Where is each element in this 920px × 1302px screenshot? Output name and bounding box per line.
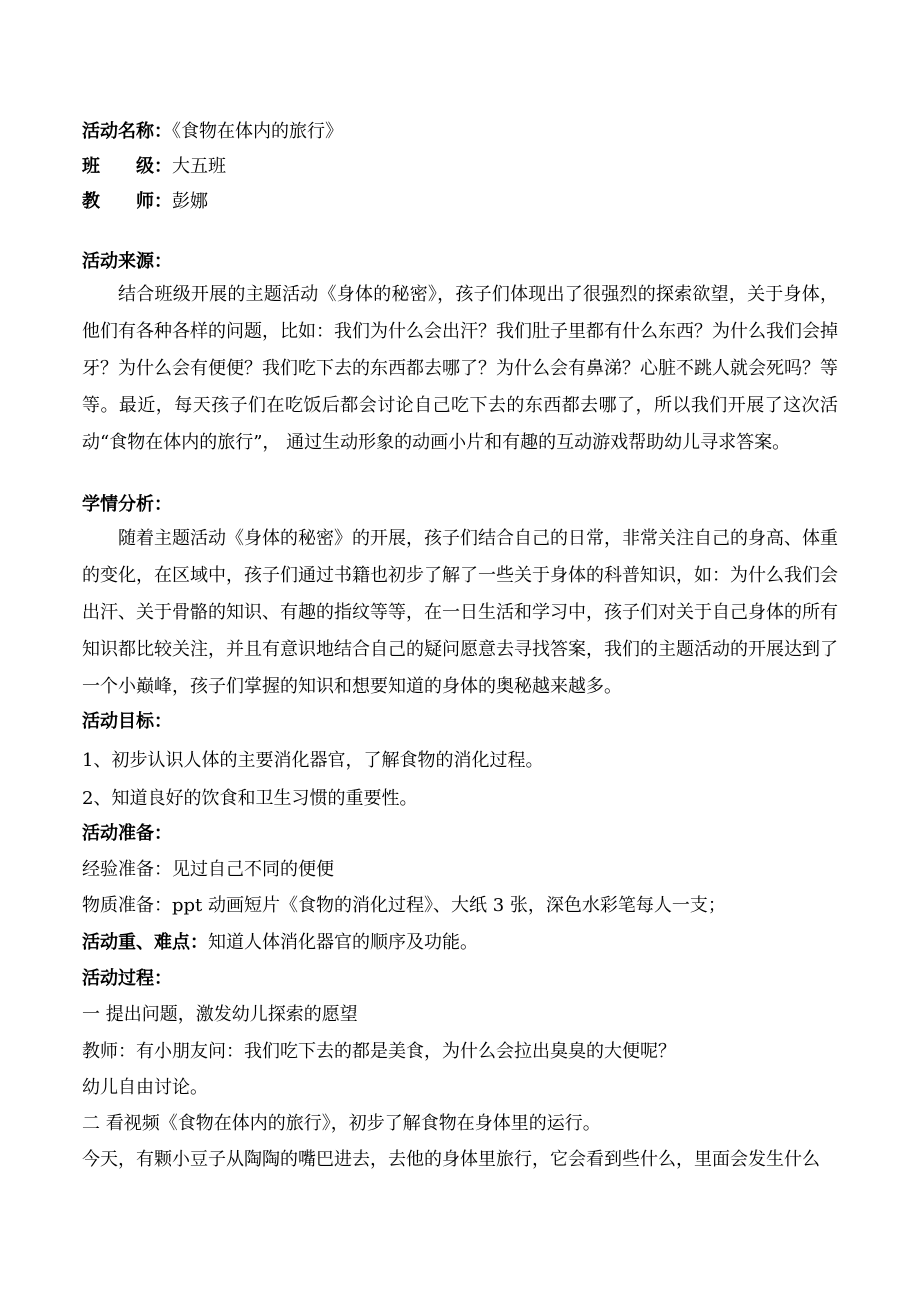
class-label-b: 级： xyxy=(136,156,172,177)
process-line-1: 一 提出问题，激发幼儿探索的愿望 xyxy=(82,1004,358,1025)
process-heading: 活动过程： xyxy=(82,968,172,989)
goal-item-1: 1、初步认识人体的主要消化器官，了解食物的消化过程。 xyxy=(82,750,544,771)
class-value: 大五班 xyxy=(172,156,226,177)
preparation-experience: 经验准备：见过自己不同的便便 xyxy=(82,859,334,880)
activity-name-value: 《食物在体内的旅行》 xyxy=(172,121,343,142)
process-line-3: 幼儿自由讨论。 xyxy=(82,1077,208,1098)
teacher-value: 彭娜 xyxy=(172,191,208,212)
key-points-label: 活动重、难点： xyxy=(82,932,208,953)
process-line-4: 二 看视频《食物在体内的旅行》，初步了解食物在身体里的运行。 xyxy=(82,1113,601,1134)
source-heading: 活动来源： xyxy=(82,251,172,272)
process-line-2: 教师：有小朋友问：我们吃下去的都是美食，为什么会拉出臭臭的大便呢？ xyxy=(82,1041,676,1062)
class-label-a: 班 xyxy=(82,156,100,177)
key-points-row xyxy=(82,932,478,954)
teacher-label-b: 师： xyxy=(136,191,172,212)
preparation-material: 物质准备：ppt 动画短片《食物的消化过程》、大纸 3 张，深色水彩笔每人一支； xyxy=(82,895,726,916)
class-row xyxy=(82,156,226,178)
analysis-paragraph: 随着主题活动《身体的秘密》的开展，孩子们结合自己的日常，非常关注自己的身高、体重的变化，在区域中，孩子们通过书籍也初步了解了一些关于身体的科普知识，如：为什么我们会出汗、关于骨骼的知识、有趣的指纹等等，在一日生活和学习中，孩子们对关于自己身体的所有知识都比较关注，并且有意识地结合自己的疑问愿意去寻找答案，我们的主题活动的开展达到了一个小巅峰，孩子们掌握的知识和想要知道的身体的奥秘越来越多。 xyxy=(82,528,838,697)
activity-name-row xyxy=(82,121,343,143)
activity-name-label: 活动名称： xyxy=(82,121,172,142)
goal-item-2: 2、知道良好的饮食和卫生习惯的重要性。 xyxy=(82,788,418,809)
source-paragraph: 结合班级开展的主题活动《身体的秘密》，孩子们体现出了很强烈的探索欲望，关于身体，他们有各种各样的问题，比如：我们为什么会出汗？我们肚子里都有什么东西？为什么我们会掉牙？为什么会有便便？我们吃下去的东西都去哪了？为什么会有鼻涕？心脏不跳人就会死吗？等等。最近，每天孩子们在吃饭后都会讨论自己吃下去的东西都去哪了，所以我们开展了这次活动“食物在体内的旅行”， 通过生动形象的动画小片和有趣的互动游戏帮助幼儿寻求答案。 xyxy=(82,284,838,453)
process-line-5: 今天，有颗小豆子从陶陶的嘴巴进去，去他的身体里旅行，它会看到些什么，里面会发生什么 xyxy=(82,1149,820,1170)
preparation-heading: 活动准备： xyxy=(82,823,172,844)
teacher-label-a: 教 xyxy=(82,191,100,212)
analysis-heading: 学情分析： xyxy=(82,494,172,515)
goals-heading: 活动目标： xyxy=(82,711,172,732)
teacher-row xyxy=(82,191,208,213)
key-points-value: 知道人体消化器官的顺序及功能。 xyxy=(208,932,478,953)
